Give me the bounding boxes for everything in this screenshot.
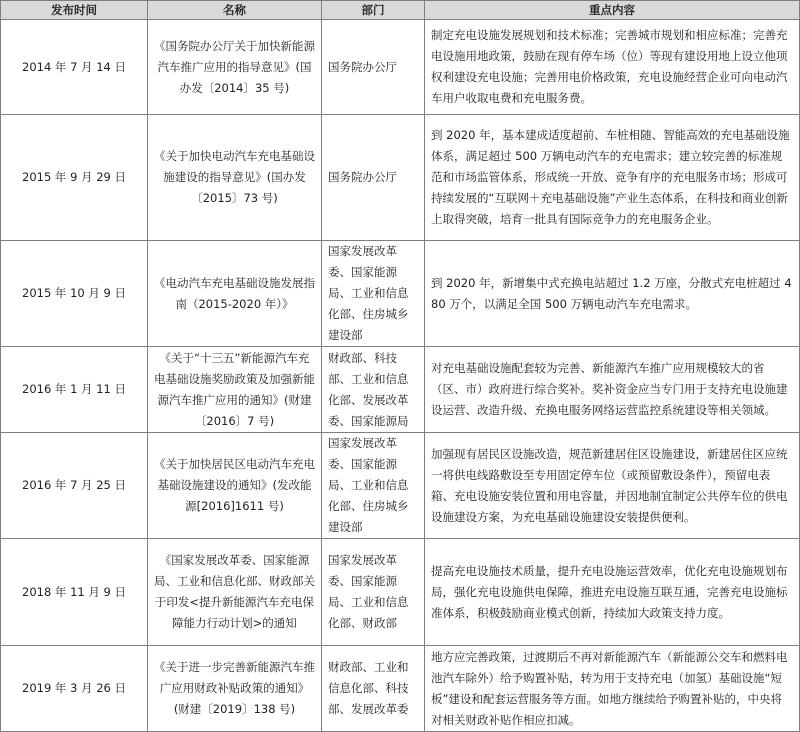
cell-date: 2016 年 7 月 25 日 xyxy=(1,433,148,539)
cell-name: 《关于加快居民区电动汽车充电基础设施建设的通知》(发改能源[2016]1611 号) xyxy=(148,433,322,539)
cell-content: 加强现有居民区设施改造，规范新建居住区设施建设，新建居住区应统一将供电线路敷设至专用固定停车位（或预留敷设条件），预留电表箱、充电设施安装位置和用电容量，并因地制宜制定公共停车位的供电设施建设方案，为充电基础设施建设安装提供便利。 xyxy=(425,433,800,539)
cell-dept: 财政部、科技部、工业和信息化部、发展改革委、国家能源局 xyxy=(322,347,425,433)
header-dept: 部门 xyxy=(322,1,425,20)
table-row xyxy=(1,347,800,433)
header-date: 发布时间 xyxy=(1,1,148,20)
cell-date: 2018 年 11 月 9 日 xyxy=(1,539,148,646)
cell-content: 地方应完善政策，过渡期后不再对新能源汽车（新能源公交车和燃料电池汽车除外）给予购置补贴，转为用于支持充电（加氢）基础设施“短板”建设和配套运营服务等方面。如地方继续给予购置补贴的，中央将对相关财政补贴作相应扣减。 xyxy=(425,646,800,732)
cell-name: 《国家发展改革委、国家能源局、工业和信息化部、财政部关于印发<提升新能源汽车充电保障能力行动计划>的通知 xyxy=(148,539,322,646)
header-name: 名称 xyxy=(148,1,322,20)
cell-dept: 国家发展改革委、国家能源局、工业和信息化部、住房城乡建设部 xyxy=(322,241,425,347)
header-content: 重点内容 xyxy=(425,1,800,20)
table-row xyxy=(1,20,800,115)
cell-dept: 财政部、工业和信息化部、科技部、发展改革委 xyxy=(322,646,425,732)
table-row xyxy=(1,433,800,539)
cell-dept: 国务院办公厅 xyxy=(322,115,425,241)
cell-content: 到 2020 年，基本建成适度超前、车桩相随、智能高效的充电基础设施体系，满足超过 500 万辆电动汽车的充电需求；建立较完善的标准规范和市场监管体系，形成统一开放、竞争有序的充电服务市场；形成可持续发展的“互联网＋充电基础设施”产业生态体系，在科技和商业创新上取得突破，培育一批具有国际竞争力的充电服务企业。 xyxy=(425,115,800,241)
cell-name: 《关于加快电动汽车充电基础设施建设的指导意见》(国办发〔2015〕73 号) xyxy=(148,115,322,241)
cell-name: 《关于“十三五”新能源汽车充电基础设施奖励政策及加强新能源汽车推广应用的通知》(财建〔2016〕7 号) xyxy=(148,347,322,433)
header-row xyxy=(1,1,800,20)
cell-date: 2019 年 3 月 26 日 xyxy=(1,646,148,732)
table-row xyxy=(1,241,800,347)
cell-name: 《电动汽车充电基础设施发展指南（2015-2020 年）》 xyxy=(148,241,322,347)
cell-dept: 国家发展改革委、国家能源局、工业和信息化部、财政部 xyxy=(322,539,425,646)
cell-date: 2016 年 1 月 11 日 xyxy=(1,347,148,433)
table-row xyxy=(1,115,800,241)
cell-content: 对充电基础设施配套较为完善、新能源汽车推广应用规模较大的省（区、市）政府进行综合奖补。奖补资金应当专门用于支持充电设施建设运营、改造升级、充换电服务网络运营监控系统建设等相关领域。 xyxy=(425,347,800,433)
table-row xyxy=(1,539,800,646)
cell-date: 2015 年 9 月 29 日 xyxy=(1,115,148,241)
cell-name: 《国务院办公厅关于加快新能源汽车推广应用的指导意见》(国办发〔2014〕35 号) xyxy=(148,20,322,115)
cell-name: 《关于进一步完善新能源汽车推广应用财政补贴政策的通知》(财建〔2019〕138 号) xyxy=(148,646,322,732)
cell-dept: 国务院办公厅 xyxy=(322,20,425,115)
cell-content: 提高充电设施技术质量，提升充电设施运营效率，优化充电设施规划布局，强化充电设施供电保障，推进充电设施互联互通，完善充电设施标准体系，积极鼓励商业模式创新，持续加大政策支持力度。 xyxy=(425,539,800,646)
cell-date: 2014 年 7 月 14 日 xyxy=(1,20,148,115)
table-row xyxy=(1,646,800,732)
cell-date: 2015 年 10 月 9 日 xyxy=(1,241,148,347)
cell-content: 到 2020 年，新增集中式充换电站超过 1.2 万座，分散式充电桩超过 480 万个，以满足全国 500 万辆电动汽车充电需求。 xyxy=(425,241,800,347)
cell-dept: 国家发展改革委、国家能源局、工业和信息化部、住房城乡建设部 xyxy=(322,433,425,539)
cell-content: 制定充电设施发展规划和技术标准；完善城市规划和相应标准；完善充电设施用地政策，鼓励在现有停车场（位）等现有建设用地上设立他项权利建设充电设施；完善用电价格政策，充电设施经营企业可向电动汽车用户收取电费和充电服务费。 xyxy=(425,20,800,115)
